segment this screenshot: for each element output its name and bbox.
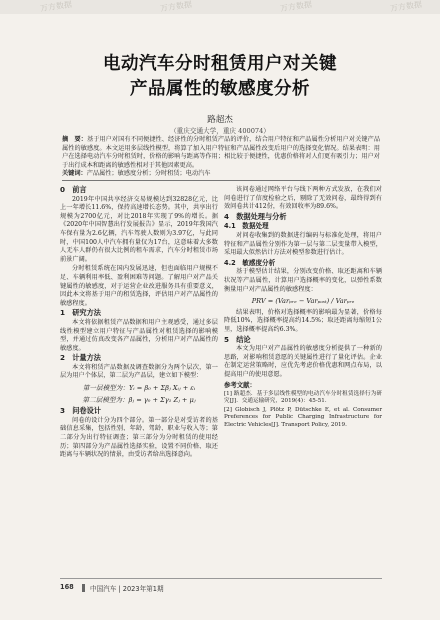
paragraph: 本文为用户对产品属性的敏感度分析提供了一种新的思路，对影响租赁意愿的关键属性进行了量化评估。企业在制定运营策略时，应优先考虑价格优惠和网点布局，以提高用户的使用意愿。 xyxy=(224,345,382,378)
journal-name: 中国汽车 | 2023年第1期 xyxy=(90,585,164,593)
paragraph: 对问卷收集到的数据进行编码与标准化处理，将用户特征和产品属性分别作为第一层与第二层变量带入模型，采用最大似然估计方法对模型参数进行估计。 xyxy=(224,231,382,257)
section-heading: 3 问卷设计 xyxy=(60,406,101,416)
reference-item: [2] Globisch J, Plötz P, Dütschke E, et al. Consumer Preferences for Public Charging Infrastructure for Electric Vehicles[J]. Transport Policy, 2019. xyxy=(224,406,382,428)
section-heading: 4 数据处理与分析 xyxy=(224,211,287,221)
paragraph: 结果表明，价格对选择概率的影响最为显著，价格每降低10%，选择概率提高约14.5%；取还距离每缩短1公里，选择概率提高约6.3%。 xyxy=(224,308,382,333)
reference-item: [1] 路超杰．基于多层线性模型的电动汽车分时租赁选择行为研究[J]．交通运输研究，2019(4)：45-51． xyxy=(224,391,382,405)
paragraph: 2019年中国共享经济交易规模达到32828亿元，比上一年增长11.6%，保持高速增长态势。其中，共享出行规模为2700亿元，对比2018年实现了9%的增长。据《2020年中国智慧出行发展报告》显示，2019年我国汽车保有量为2.6亿辆，汽车驾驶人数则为3.97亿，与此同时，中国100人中汽车拥有量仅为17台，这意味着大多数人无车人群仍有很大比例的租车需求，汽车分时租赁市场前景广阔。 xyxy=(60,195,218,263)
watermark-text: 万方数据 xyxy=(279,0,313,14)
section-heading: 0 前言 xyxy=(60,185,87,194)
footer-divider xyxy=(82,584,85,592)
equation: 第一层模型为：Yᵢ = β₀ + Σβⱼ Xᵢⱼ + εᵢ xyxy=(82,384,196,393)
paragraph: 本文将依据租赁产品数据和用户主观感受，通过多层线性模型建立用户特征与产品属性对租赁选择的影响模型，并通过仿真改变各产品属性，分析用户对产品属性的敏感度。 xyxy=(60,318,218,352)
watermark-text: 万方数据 xyxy=(39,0,73,14)
watermark-strip xyxy=(0,0,440,14)
paper-title-line1: 电动汽车分时租赁用户对关键 xyxy=(103,54,337,74)
paragraph: 问卷的设计分为四个部分。第一部分是对受访者的基础信息采集，包括性别、年龄、驾龄、职业与收入等；第二部分为出行特征调查；第三部分为分时租赁的使用经历；第四部分为产品属性选择实验，设置不同价格、取还距离与车辆状况的情景，由受访者给出选择意向。 xyxy=(60,416,218,459)
abstract-text: 基于用户对国有不同便捷性、经济性的分时租赁产品的评价，结合用户特征和产品属性分析用户对关键产品属性的敏感度。本文运用多层线性模型，将算了加入用户特征和产品属性改变后用户的选择变化情况。结果表明：用户在选择电动汽车分时租赁时，价格的影响与距离等作用；相比较于便捷性，优惠价格将对人们更有吸引力；用户对于出行成本和距离的敏感性相对于其他因素更高。 xyxy=(62,136,381,169)
section-heading: 2 计量方法 xyxy=(60,353,101,363)
subsection-heading: 4.2 敏感度分析 xyxy=(224,258,276,267)
header-rule xyxy=(62,180,380,181)
watermark-text: 万方数据 xyxy=(159,0,193,14)
section-heading: 5 结论 xyxy=(224,334,251,344)
right-column xyxy=(224,186,382,430)
subsection-heading: 4.1 数据处理 xyxy=(224,222,269,231)
paper-affiliation: （重庆交通大学，重庆 400074） xyxy=(170,127,270,135)
page-number: 168 xyxy=(60,583,74,591)
section-heading: 1 研究方法 xyxy=(60,308,101,318)
equation: PRV = (Varₚᵣₑ − Varₚₒₛₜ) / Varₚᵣₑ xyxy=(251,297,355,306)
paragraph: 基于模型估计结果，分别改变价格、取还距离和车辆状况等产品属性，计算用户选择概率的变化，以弹性系数衡量用户对产品属性的敏感程度： xyxy=(224,268,382,293)
keywords-label: 关键词： xyxy=(62,170,87,177)
page-footer xyxy=(60,578,382,599)
paragraph: 该问卷通过网络平台与线下两种方式发放，在我们对问卷进行了信度检验之后，剔除了无效问卷，最终得到有效问卷共计412份，有效回收率为89.6%。 xyxy=(224,186,382,211)
keywords-text: 产品属性；敏感度分析；分时租赁；电动汽车 xyxy=(86,170,211,177)
paragraph: 本文将租赁产品数据及调查数据分为两个层次，第一层为用户个体层，第二层为产品层，建立如下模型： xyxy=(60,363,218,380)
abstract xyxy=(62,136,380,170)
paper-title-line2: 产品属性的敏感度分析 xyxy=(130,79,310,99)
watermark-text: 万方数据 xyxy=(389,0,423,14)
keywords xyxy=(62,170,380,179)
left-column xyxy=(60,186,218,461)
paper-author: 路超杰 xyxy=(207,115,233,125)
paragraph: 分时租赁系统在国内发展迅速，但也面临用户规模不足、车辆利用率低、盈利困难等问题。了解用户对产品关键属性的敏感度，对于运营企业改进服务具有重要意义，因此本文将基于用户的租赁选择，评估用户对产品属性的敏感程度。 xyxy=(60,265,218,307)
equation: 第二层模型为：βⱼ = γ₀ + Σγ₁ Zⱼ + μⱼ xyxy=(82,395,196,404)
abstract-label: 摘 要： xyxy=(62,136,87,143)
references-heading: 参考文献： xyxy=(224,381,256,390)
